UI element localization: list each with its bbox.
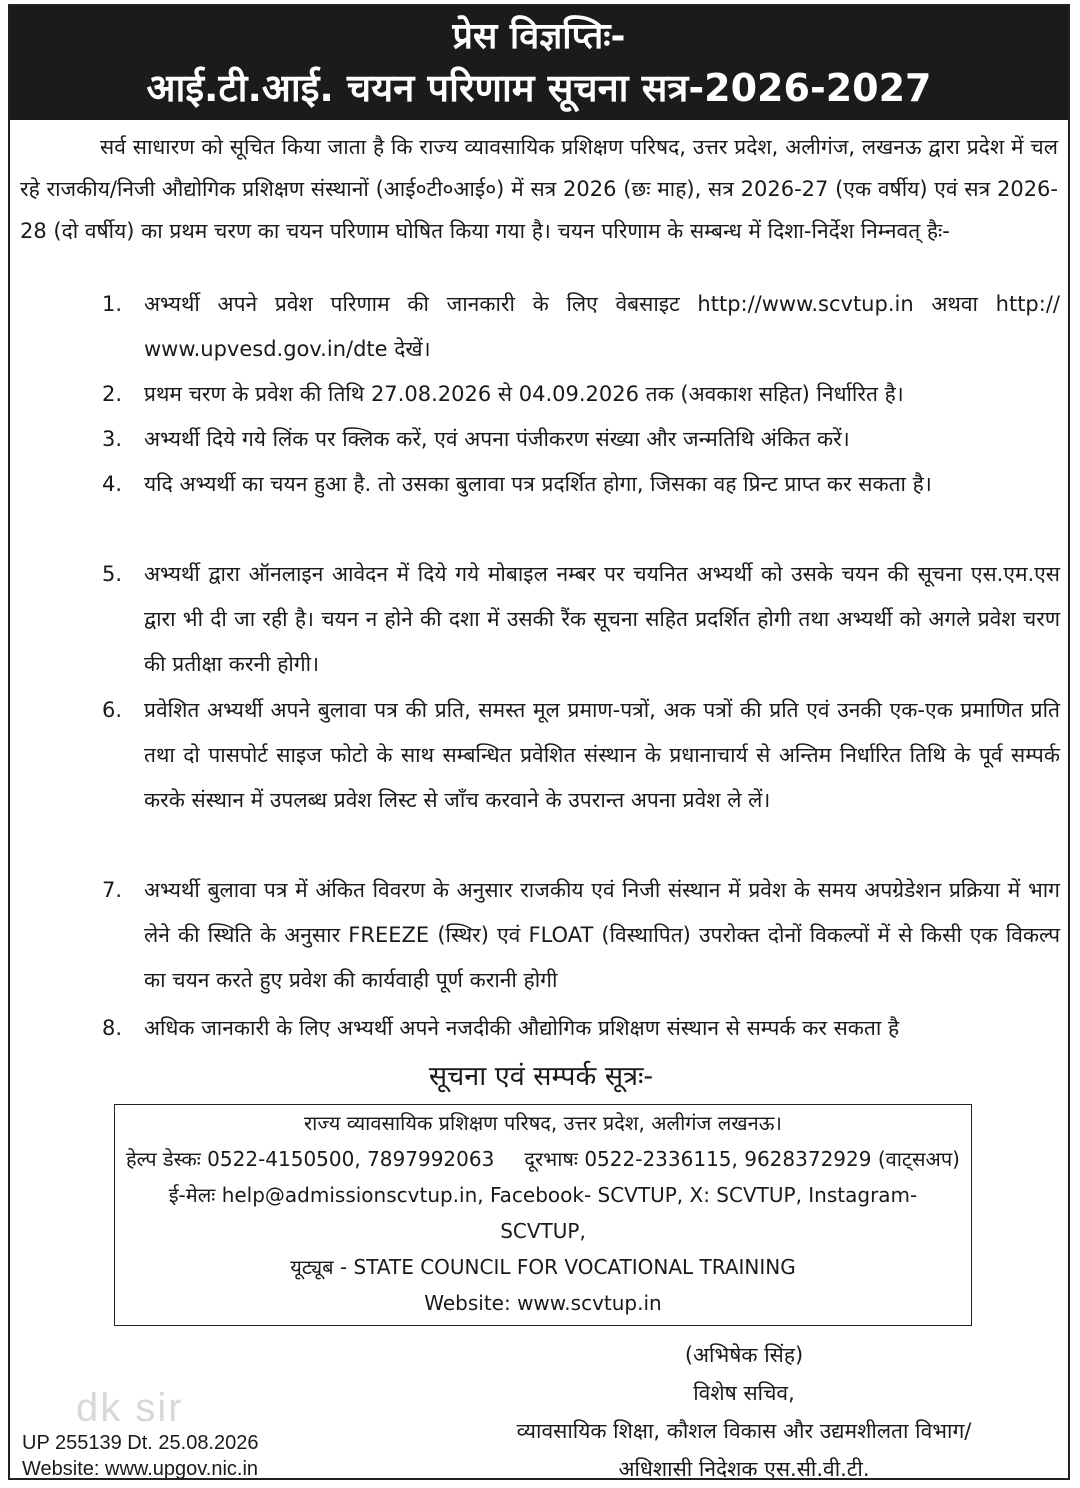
list-item-text: अभ्यर्थी अपने प्रवेश परिणाम की जानकारी के लिए वेबसाइट http://www.scvtup.in अथवा http:// www.upvesd.gov.in/dte देखें।: [144, 292, 1060, 361]
list-item-number: 5.: [102, 562, 123, 586]
contact-youtube: यूट्यूब - STATE COUNCIL FOR VOCATIONAL TRAINING: [290, 1255, 796, 1279]
watermark: dk sir: [76, 1386, 184, 1430]
list-item-6: [102, 688, 1060, 823]
list-item-number: 1.: [102, 292, 123, 316]
list-item-text: अभ्यर्थी बुलावा पत्र में अंकित विवरण के अनुसार राजकीय एवं निजी संस्थान में प्रवेश के समय अपग्रेडेशन प्रक्रिया में भाग लेने की स्थिति के अनुसार FREEZE (स्थिर) एवं FLOAT (विस्थापित) उपरोक्त दोनों विकल्पों में से किसी एक विकल्प का चयन करते हुए प्रवेश की कार्यवाही पूर्ण करानी होगी: [144, 878, 1060, 992]
footer-block: [22, 1430, 258, 1482]
list-item-number: 8.: [102, 1016, 123, 1040]
contact-box: [114, 1104, 972, 1326]
list-item-number: 7.: [102, 878, 123, 902]
signature-block: [464, 1336, 1024, 1488]
signatory-director: अधिशासी निदेशक एस.सी.वी.टी.: [618, 1457, 870, 1481]
contact-phones: [115, 1141, 971, 1177]
footer-reference: UP 255139 Dt. 25.08.2026: [22, 1432, 259, 1454]
contact-title: सूचना एवं सम्पर्क सूत्रः-: [428, 1061, 654, 1092]
list-item-text: अभ्यर्थी द्वारा ऑनलाइन आवेदन में दिये गये मोबाइल नम्बर पर चयनित अभ्यर्थी को उसके चयन की सूचना एस.एम.एस द्वारा भी दी जा रही है। चयन न होने की दशा में उसकी रैंक सूचना सहित प्रदर्शित होगी तथा अभ्यर्थी को अगले प्रवेश चरण की प्रतीक्षा करनी होगी।: [144, 562, 1060, 676]
notice-title: आई.टी.आई. चयन परिणाम सूचना सत्र-2026-2027: [146, 66, 932, 110]
contact-email-social: ई-मेलः help@admissionscvtup.in, Facebook- SCVTUP, X: SCVTUP, Instagram-: [168, 1183, 918, 1207]
list-item-7: [102, 868, 1060, 1003]
footer-website: Website: www.upgov.nic.in: [22, 1458, 259, 1480]
list-item-text: अभ्यर्थी दिये गये लिंक पर क्लिक करें, एवं अपना पंजीकरण संख्या और जन्मतिथि अंकित करें।: [144, 427, 850, 451]
list-item-3: [102, 417, 1060, 462]
signatory-department: व्यावसायिक शिक्षा, कौशल विकास और उद्यमशीलता विभाग/: [516, 1419, 972, 1443]
list-item-number: 3.: [102, 427, 123, 451]
contact-instagram-cont: SCVTUP,: [500, 1219, 586, 1243]
contact-org: राज्य व्यावसायिक प्रशिक्षण परिषद, उत्तर प्रदेश, अलीगंज लखनऊ।: [303, 1111, 783, 1135]
list-item-2: [102, 372, 1060, 417]
list-item-8: [102, 1006, 1060, 1051]
header-banner: [10, 6, 1068, 120]
list-item-1: [102, 282, 1060, 372]
contact-phone: दूरभाषः 0522-2336115, 9628372929 (वाट्सअप): [524, 1147, 960, 1171]
list-item-4: [102, 462, 1060, 507]
contact-helpdesk: हेल्प डेस्कः 0522-4150500, 7897992063: [126, 1147, 495, 1171]
intro-paragraph: सर्व साधारण को सूचित किया जाता है कि राज्य व्यावसायिक प्रशिक्षण परिषद, उत्तर प्रदेश, अलीगंज, लखनऊ द्वारा प्रदेश में चल रहे राजकीय/निजी औद्योगिक प्रशिक्षण संस्थानों (आई०टी०आई०) में सत्र 2026 (छः माह), सत्र 2026-27 (एक वर्षीय) एवं सत्र 2026-28 (दो वर्षीय) का प्रथम चरण का चयन परिणाम घोषित किया गया है। चयन परिणाम के सम्बन्ध में दिशा-निर्देश निम्नवत् हैः-: [20, 135, 1058, 243]
list-item-text: अधिक जानकारी के लिए अभ्यर्थी अपने नजदीकी औद्योगिक प्रशिक्षण संस्थान से सम्पर्क कर सकता है: [144, 1016, 900, 1040]
press-release-frame: [8, 4, 1070, 1480]
press-release-heading: प्रेस विज्ञप्तिः-: [452, 16, 626, 57]
signatory-designation: विशेष सचिव,: [693, 1381, 795, 1405]
list-item-text: प्रथम चरण के प्रवेश की तिथि 27.08.2026 से 04.09.2026 तक (अवकाश सहित) निर्धारित है।: [144, 382, 904, 406]
contact-website: Website: www.scvtup.in: [424, 1291, 662, 1315]
list-item-number: 4.: [102, 472, 123, 496]
list-item-number: 2.: [102, 382, 123, 406]
list-item-5: [102, 552, 1060, 687]
list-item-text: यदि अभ्यर्थी का चयन हुआ है. तो उसका बुलावा पत्र प्रदर्शित होगा, जिसका वह प्रिन्ट प्राप्त कर सकता है।: [144, 472, 932, 496]
list-item-number: 6.: [102, 698, 123, 722]
signatory-name: (अभिषेक सिंह): [684, 1343, 804, 1367]
list-item-text: प्रवेशित अभ्यर्थी अपने बुलावा पत्र की प्रति, समस्त मूल प्रमाण-पत्रों, अक पत्रों की प्रति एवं उनकी एक-एक प्रमाणित प्रति तथा दो पासपोर्ट साइज फोटो के साथ सम्बन्धित प्रवेशित संस्थान के प्रधानाचार्य से अन्तिम निर्धारित तिथि के पूर्व सम्पर्क करके संस्थान में उपलब्ध प्रवेश लिस्ट से जाँच करवाने के उपरान्त अपना प्रवेश ले लें।: [144, 698, 1060, 812]
